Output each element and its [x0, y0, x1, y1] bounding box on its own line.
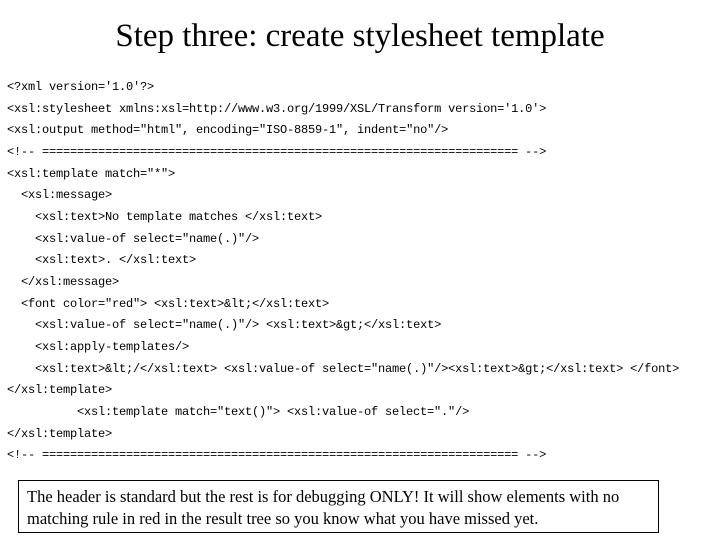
code-line: <xsl:text>. </xsl:text>	[35, 253, 197, 267]
code-line: <xsl:text>No template matches </xsl:text>	[35, 210, 323, 224]
code-line: <xsl:template match="text()"> <xsl:value-of select="."/>	[77, 405, 470, 419]
code-line: </xsl:message>	[21, 275, 120, 289]
code-line: <xsl:value-of select="name(.)"/>	[35, 232, 260, 246]
note-box: The header is standard but the rest is for debugging ONLY! It will show elements with no matching rule in red in the result tree so you know what you have missed yet.	[18, 480, 659, 533]
code-line: <xsl:message>	[21, 188, 113, 202]
code-line: <!-- ==================================================================== -->	[7, 448, 547, 462]
code-line: <xsl:value-of select="name(.)"/> <xsl:text>&gt;</xsl:text>	[35, 318, 442, 332]
code-line: </xsl:template>	[7, 427, 113, 441]
code-line: <!-- ==================================================================== -->	[7, 145, 547, 159]
code-line: <xsl:template match="*">	[7, 167, 176, 181]
code-line: <font color="red"> <xsl:text>&lt;</xsl:text>	[21, 297, 330, 311]
code-line: <xsl:apply-templates/>	[35, 340, 190, 354]
code-line: <xsl:stylesheet xmlns:xsl=http://www.w3.org/1999/XSL/Transform version='1.0'>	[7, 102, 547, 116]
code-line: <xsl:text>&lt;/</xsl:text> <xsl:value-of select="name(.)"/><xsl:text>&gt;</xsl:text> </font>	[35, 362, 680, 376]
code-line: <?xml version='1.0'?>	[7, 80, 155, 94]
code-line: <xsl:output method="html", encoding="ISO-8859-1", indent="no"/>	[7, 123, 449, 137]
slide-title: Step three: create stylesheet template	[115, 18, 605, 54]
code-line: </xsl:template>	[7, 383, 113, 397]
